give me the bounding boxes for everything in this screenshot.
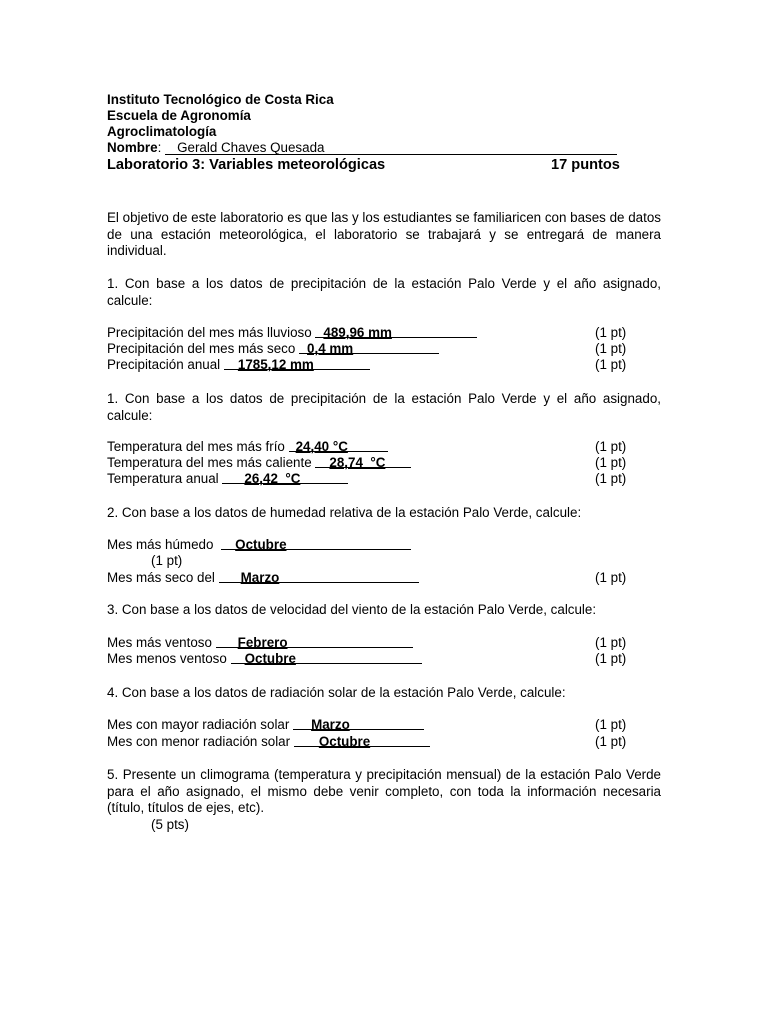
q1-row-driest <box>107 341 439 357</box>
answer-value: Marzo <box>311 717 350 732</box>
row-label: Mes con menor radiación solar <box>107 734 291 749</box>
answer-value: 28,74 °C <box>329 455 386 470</box>
name-field <box>165 141 617 155</box>
answer-field <box>315 325 477 338</box>
points-label: (1 pt) <box>595 341 627 356</box>
name-value: Gerald Chaves Quesada <box>177 140 325 155</box>
answer-value: 24,40 °C <box>295 439 348 454</box>
points-label: (1 pt) <box>595 357 627 372</box>
row-label: Temperatura anual <box>107 471 219 486</box>
answer-field <box>219 570 419 583</box>
answer-value: 1785,12 mm <box>237 357 314 372</box>
answer-field <box>293 717 424 730</box>
q5-prompt: 5. Presente un climograma (temperatura y precipitación mensual) de la estación Palo Verde para el año asignado, el mismo debe venir completo, con toda la información necesaria (título, títulos de ejes, etc). <box>107 767 661 815</box>
points-label: (1 pt) <box>595 651 627 666</box>
answer-field <box>222 471 348 484</box>
course-name: Agroclimatología <box>107 124 217 139</box>
row-label: Mes más ventoso <box>107 635 212 650</box>
answer-field <box>216 635 413 648</box>
points-label: (1 pt) <box>595 455 627 470</box>
institute-name: Instituto Tecnológico de Costa Rica <box>107 92 334 107</box>
school-name: Escuela de Agronomía <box>107 108 251 123</box>
q1b-row-hottest <box>107 455 411 471</box>
answer-field <box>231 651 422 664</box>
row-label: Mes con mayor radiación solar <box>107 717 290 732</box>
q2-row-humid <box>107 537 411 553</box>
q4-row-min-radiation <box>107 734 430 750</box>
row-label: Mes más seco del <box>107 570 215 585</box>
points-label: (5 pts) <box>151 817 189 832</box>
answer-value: 489,96 mm <box>323 325 392 340</box>
q1-row-wettest <box>107 325 477 341</box>
row-label: Precipitación del mes más lluvioso <box>107 325 312 340</box>
q1b-row-annual <box>107 471 348 487</box>
q2-prompt: 2. Con base a los datos de humedad relativa de la estación Palo Verde, calcule: <box>107 505 582 520</box>
row-label: Mes menos ventoso <box>107 651 227 666</box>
total-points: 17 puntos <box>551 157 620 173</box>
answer-field <box>224 357 370 370</box>
answer-value: Octubre <box>244 651 296 666</box>
q3-row-calmest <box>107 651 422 667</box>
row-label: Temperatura del mes más frío <box>107 439 285 454</box>
answer-field <box>315 455 411 468</box>
answer-value: 26,42 °C <box>244 471 301 486</box>
answer-value: Marzo <box>240 570 280 585</box>
row-label: Precipitación del mes más seco <box>107 341 296 356</box>
q4-row-max-radiation <box>107 717 424 733</box>
row-label: Temperatura del mes más caliente <box>107 455 312 470</box>
answer-value: 0,4 mm <box>307 341 354 356</box>
answer-field <box>289 439 388 452</box>
intro-paragraph: El objetivo de este laboratorio es que las y los estudiantes se familiaricen con bases de datos de una estación meteorológica, el laboratorio se trabajará y se entregará de manera individual. <box>107 210 661 258</box>
answer-field <box>299 341 439 354</box>
name-line: Nombre: Gerald Chaves Quesada <box>107 140 617 156</box>
row-label: Precipitación anual <box>107 357 221 372</box>
q4-prompt: 4. Con base a los datos de radiación solar de la estación Palo Verde, calcule: <box>107 685 566 700</box>
q1b-prompt: 1. Con base a los datos de precipitación de la estación Palo Verde y el año asignado, calcule: <box>107 391 661 423</box>
points-label: (1 pt) <box>595 570 627 585</box>
answer-field <box>221 537 411 550</box>
q1-row-annual <box>107 357 370 373</box>
points-label: (1 pt) <box>595 439 627 454</box>
answer-field <box>294 734 430 747</box>
points-label: (1 pt) <box>595 325 627 340</box>
q3-prompt: 3. Con base a los datos de velocidad del viento de la estación Palo Verde, calcule: <box>107 602 597 617</box>
points-label: (1 pt) <box>151 553 183 568</box>
name-label: Nombre <box>107 140 158 155</box>
answer-value: Octubre <box>235 537 287 552</box>
answer-value: Octubre <box>318 734 371 749</box>
row-label: Mes más húmedo <box>107 537 214 552</box>
q2-row-dry <box>107 570 419 586</box>
lab-title: Laboratorio 3: Variables meteorológicas <box>107 157 386 173</box>
points-label: (1 pt) <box>595 717 627 732</box>
points-label: (1 pt) <box>595 635 627 650</box>
points-label: (1 pt) <box>595 734 627 749</box>
q3-row-windiest <box>107 635 413 651</box>
q1-prompt: 1. Con base a los datos de precipitación de la estación Palo Verde y el año asignado, calcule: <box>107 276 661 308</box>
answer-value: Febrero <box>237 635 288 650</box>
points-label: (1 pt) <box>595 471 627 486</box>
q1b-row-coldest <box>107 439 388 455</box>
